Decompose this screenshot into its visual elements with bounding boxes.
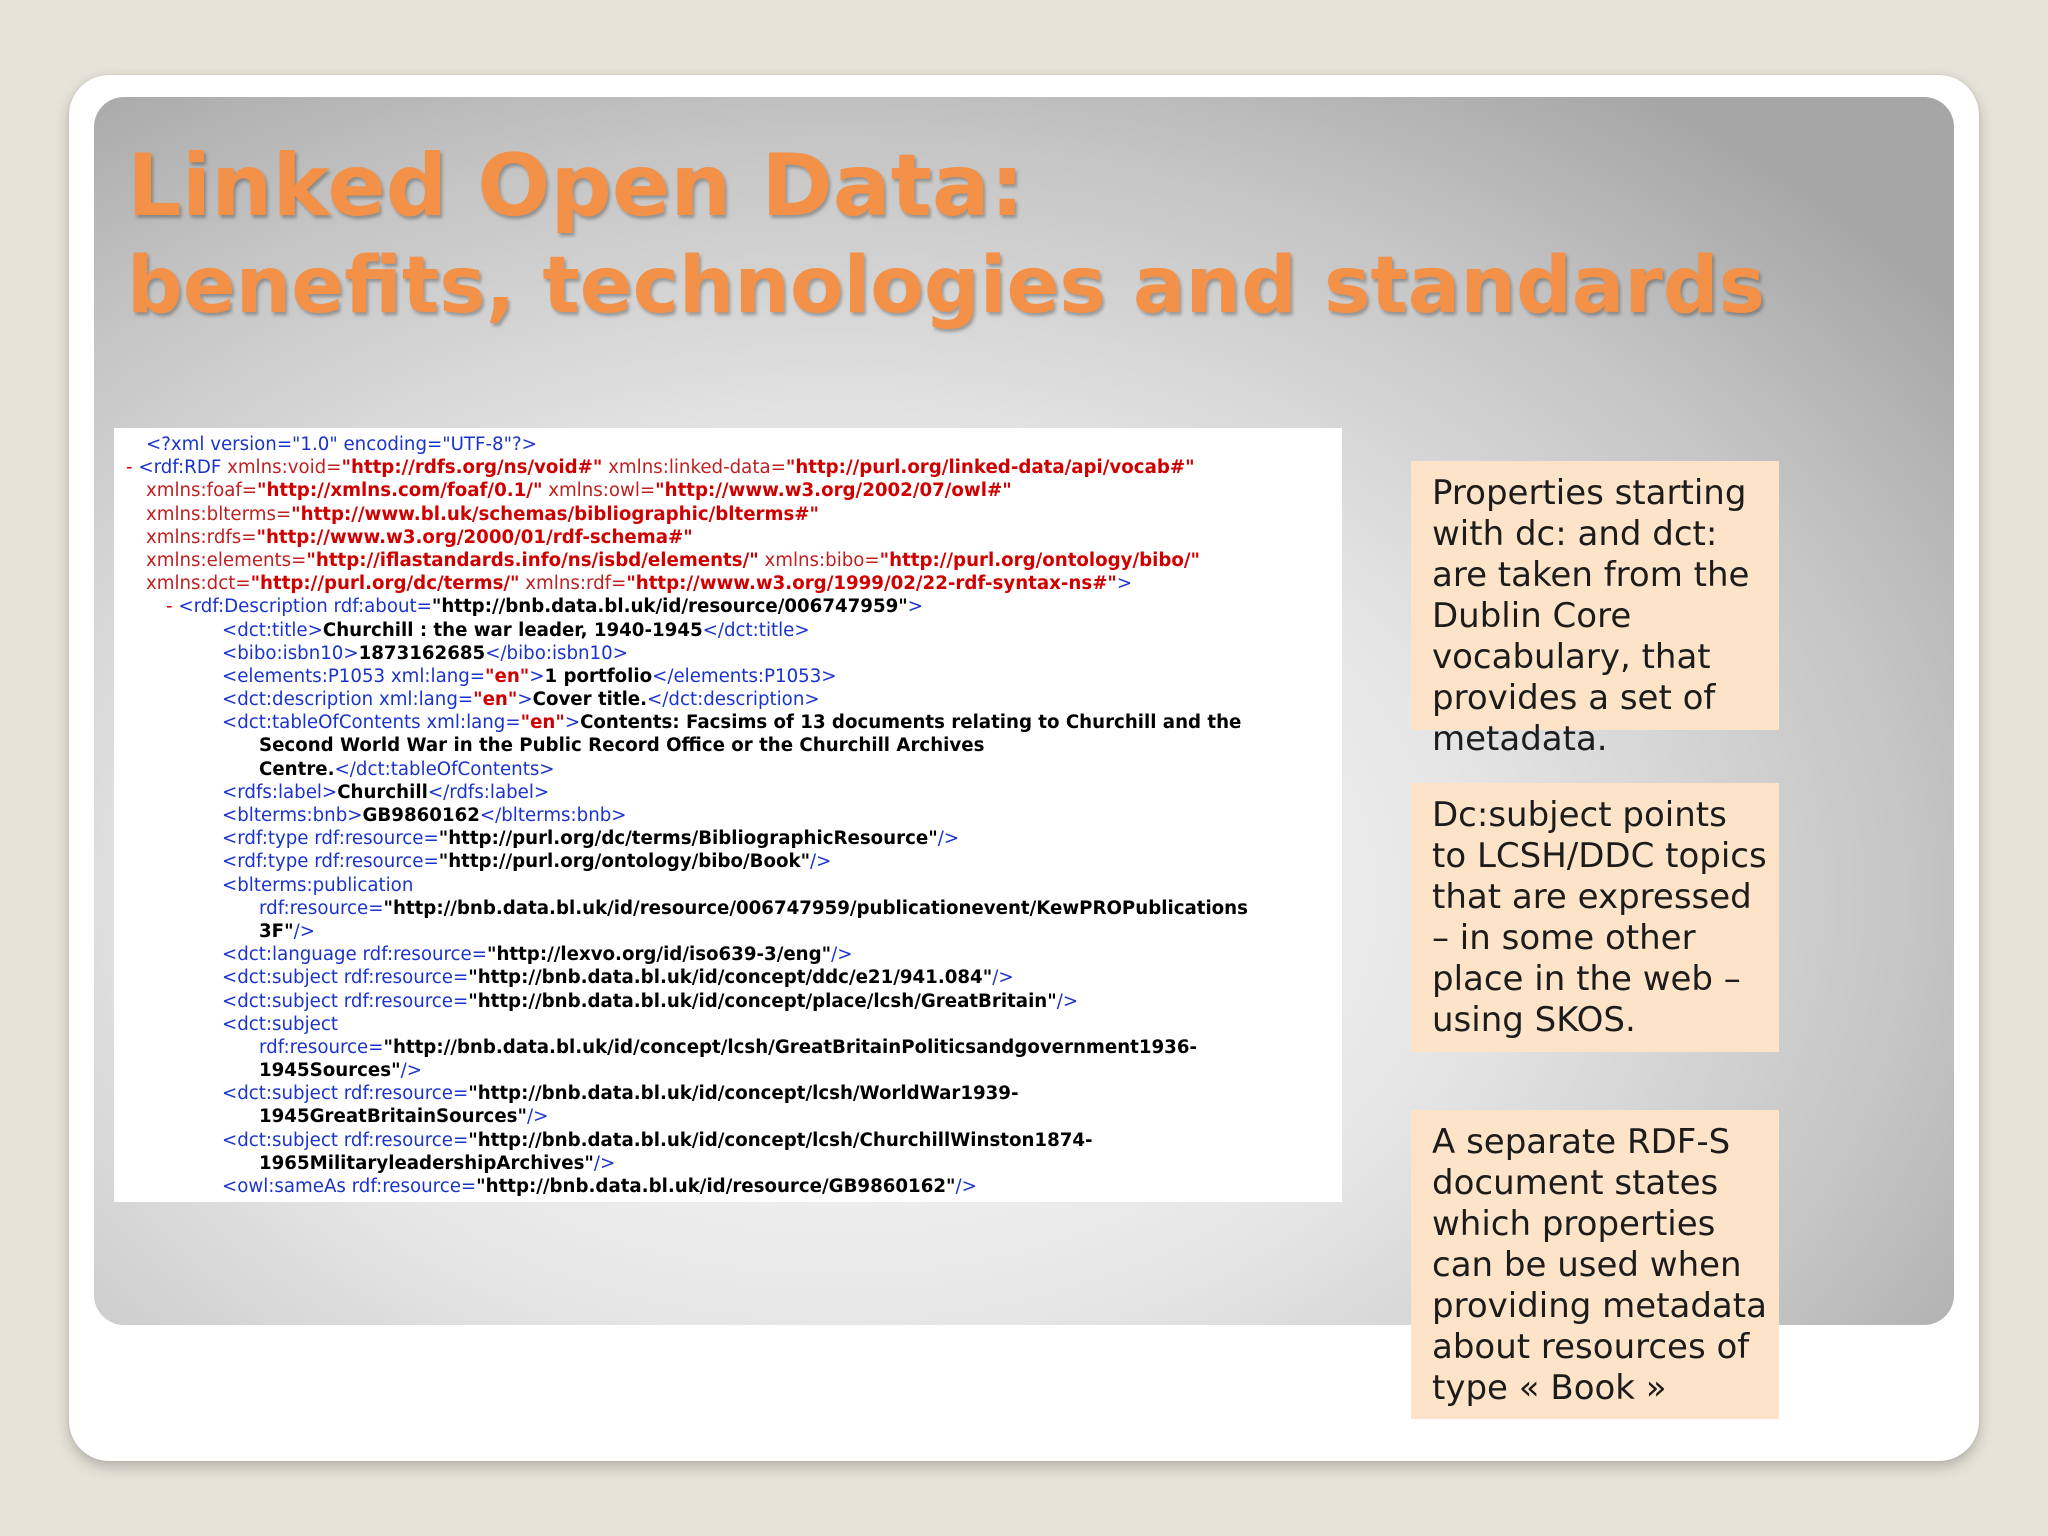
code-token: "http://purl.org/dc/terms/" — [250, 573, 520, 595]
code-token: <rdf:RDF — [138, 457, 228, 479]
code-token: rdf:resource= — [259, 897, 384, 919]
code-line — [114, 1036, 1342, 1059]
code-token: <blterms:bnb> — [222, 805, 363, 826]
code-token: </bibo:isbn10> — [485, 642, 628, 664]
rdf-xml-screenshot — [114, 428, 1342, 1202]
code-line — [114, 572, 1342, 595]
code-token: <dct:title> — [222, 619, 323, 641]
code-token: > — [1116, 573, 1133, 595]
code-token: "http://bnb.data.bl.uk/id/concept/ddc/e21/941.084" — [468, 967, 993, 989]
code-token: </dct:title> — [702, 619, 810, 641]
code-line — [114, 642, 1342, 665]
code-token: xmlns:rdf= — [519, 573, 627, 595]
code-token: "http://bnb.data.bl.uk/id/resource/GB9860162" — [476, 1176, 956, 1197]
code-line — [114, 503, 1342, 526]
code-token: xmlns:elements= — [146, 549, 307, 571]
code-token: </blterms:bnb> — [479, 805, 627, 826]
code-line — [114, 595, 1342, 618]
code-token: "http://purl.org/ontology/bibo/Book" — [438, 851, 811, 873]
code-token: <rdf:type rdf:resource= — [222, 828, 439, 850]
code-token: /> — [810, 851, 832, 873]
code-token: </dct:description> — [647, 689, 820, 711]
code-token: > — [564, 712, 581, 734]
code-token: <dct:description xml:lang= — [222, 689, 474, 711]
code-token: "http://bnb.data.bl.uk/id/concept/lcsh/ChurchillWinston1874- — [468, 1129, 1093, 1151]
code-line — [114, 804, 1342, 827]
code-token: "http://iflastandards.info/ns/isbd/elements/" — [306, 549, 759, 571]
code-line — [114, 1129, 1342, 1152]
code-token: - — [126, 457, 139, 479]
code-token: 1873162685 — [358, 642, 486, 664]
code-token: "http://purl.org/dc/terms/BibliographicResource" — [438, 828, 938, 850]
slide-title — [127, 135, 1765, 335]
code-line — [114, 758, 1342, 781]
code-token: xmlns:blterms= — [146, 503, 292, 525]
code-token: > — [907, 596, 923, 618]
code-token: xmlns:dct= — [146, 573, 251, 595]
code-token: </elements:P1053> — [652, 665, 837, 687]
code-token: </rdfs:label> — [427, 781, 550, 803]
code-token: xmlns:linked-data= — [602, 457, 786, 479]
code-token: "http://rdfs.org/ns/void#" — [341, 457, 603, 479]
code-line — [114, 1013, 1342, 1036]
code-token: <bibo:isbn10> — [222, 642, 359, 664]
note-rdfs-document: A separate RDF-S document states which properties can be used when providing metadata about resources of type « Book » — [1411, 1110, 1779, 1419]
code-token: "http://purl.org/ontology/bibo/" — [879, 549, 1201, 571]
code-token: 1945GreatBritainSources" — [259, 1106, 527, 1128]
code-token: "http://bnb.data.bl.uk/id/concept/lcsh/GreatBritainPoliticsandgovernment1936- — [383, 1036, 1198, 1058]
code-line — [114, 850, 1342, 873]
code-token: "http://bnb.data.bl.uk/id/concept/lcsh/WorldWar1939- — [468, 1083, 1019, 1105]
code-token: xmlns:bibo= — [758, 549, 880, 571]
code-token: GB9860162 — [362, 805, 480, 826]
code-line — [114, 734, 1342, 757]
title-line-1: Linked Open Data: — [127, 136, 1025, 236]
code-token: <dct:subject rdf:resource= — [222, 1083, 469, 1105]
code-token: <dct:subject rdf:resource= — [222, 990, 469, 1012]
code-token: Centre. — [259, 758, 335, 780]
code-token: "en" — [473, 689, 518, 711]
code-line — [114, 874, 1342, 897]
code-token: Churchill — [337, 781, 428, 803]
code-token: "http://purl.org/linked-data/api/vocab#" — [785, 457, 1195, 479]
code-token: <rdfs:label> — [222, 781, 338, 803]
code-token: > — [517, 689, 533, 711]
code-line — [114, 711, 1342, 734]
code-token: "en" — [520, 712, 565, 734]
code-line — [114, 1082, 1342, 1105]
code-token: xmlns:rdfs= — [146, 526, 257, 548]
code-line — [114, 781, 1342, 804]
code-token: </dct:tableOfContents> — [334, 758, 555, 780]
code-token: /> — [293, 920, 315, 942]
code-token: <blterms:publication — [222, 874, 414, 896]
title-line-2: benefits, technologies and standards — [127, 241, 1766, 331]
code-token: Cover title. — [532, 689, 648, 711]
code-token: xmlns:foaf= — [146, 480, 257, 502]
code-token: "http://www.bl.uk/schemas/bibliographic/blterms#" — [291, 503, 820, 525]
code-token: xmlns:void= — [227, 457, 342, 479]
code-token: /> — [1056, 990, 1079, 1012]
code-token: <dct:subject rdf:resource= — [222, 1129, 469, 1151]
code-token: "http://xmlns.com/foaf/0.1/" — [256, 480, 543, 502]
code-line — [114, 433, 1342, 456]
code-token: rdf:resource= — [259, 1036, 384, 1058]
code-line — [114, 665, 1342, 688]
code-token: "http://lexvo.org/id/iso639-3/eng" — [487, 944, 832, 966]
code-token: Churchill : the war leader, 1940-1945 — [322, 619, 703, 641]
code-token: /> — [593, 1152, 616, 1174]
code-line — [114, 966, 1342, 989]
code-line — [114, 920, 1342, 943]
code-line — [114, 1175, 1342, 1198]
code-token: <dct:subject — [222, 1013, 338, 1035]
code-token: <elements:P1053 xml:lang= — [222, 665, 486, 687]
code-token: <dct:subject rdf:resource= — [222, 967, 469, 989]
code-token: 1 portfolio — [544, 665, 653, 687]
code-line — [114, 526, 1342, 549]
code-line — [114, 990, 1342, 1013]
code-token: > — [529, 665, 545, 687]
code-token: Second World War in the Public Record Office or the Churchill Archives — [259, 735, 985, 757]
code-line — [114, 943, 1342, 966]
code-line — [114, 688, 1342, 711]
note-dc-subject: Dc:subject points to LCSH/DDC topics that are expressed – in some other place in the web – using SKOS. — [1411, 783, 1779, 1052]
code-line — [114, 1059, 1342, 1082]
code-token: "http://bnb.data.bl.uk/id/resource/006747959/publicationevent/KewPROPublications — [383, 897, 1248, 919]
code-line — [114, 456, 1342, 479]
code-token: 1945Sources" — [259, 1060, 401, 1082]
code-token: /> — [955, 1176, 977, 1197]
code-token: 1965MilitaryleadershipArchives" — [259, 1152, 594, 1174]
code-token: /> — [526, 1106, 549, 1128]
code-line — [114, 827, 1342, 850]
code-token: "http://www.w3.org/2002/07/owl#" — [655, 480, 1012, 502]
code-token: /> — [937, 828, 960, 850]
code-line — [114, 549, 1342, 572]
code-token: <dct:language rdf:resource= — [222, 944, 487, 966]
code-token: /> — [992, 967, 1014, 989]
code-token: 3F" — [259, 920, 294, 942]
code-line — [114, 897, 1342, 920]
code-line — [114, 619, 1342, 642]
code-token: Contents: Facsims of 13 documents relating to Churchill and the — [580, 712, 1242, 734]
code-token: <owl:sameAs rdf:resource= — [222, 1176, 477, 1197]
code-token: "http://bnb.data.bl.uk/id/resource/006747959" — [431, 596, 908, 618]
code-token: /> — [831, 944, 853, 966]
code-token: "en" — [485, 665, 530, 687]
code-token: "http://bnb.data.bl.uk/id/concept/place/lcsh/GreatBritain" — [468, 990, 1057, 1012]
code-line — [114, 479, 1342, 502]
code-token: <rdf:type rdf:resource= — [222, 851, 439, 873]
code-token: <rdf:Description rdf:about= — [178, 596, 432, 618]
code-token: "http://www.w3.org/1999/02/22-rdf-syntax-ns#" — [626, 573, 1117, 595]
code-line — [114, 1105, 1342, 1128]
code-token: <?xml version="1.0" encoding="UTF-8"?> — [146, 434, 537, 455]
code-line — [114, 1152, 1342, 1175]
code-token: xmlns:owl= — [542, 480, 656, 502]
code-token: /> — [400, 1060, 422, 1082]
code-token: "http://www.w3.org/2000/01/rdf-schema#" — [256, 526, 693, 548]
code-token: <dct:tableOfContents xml:lang= — [222, 712, 521, 734]
code-token: - — [166, 596, 179, 618]
note-dublin-core: Properties starting with dc: and dct: are taken from the Dublin Core vocabulary, that provides a set of metadata. — [1411, 461, 1779, 730]
